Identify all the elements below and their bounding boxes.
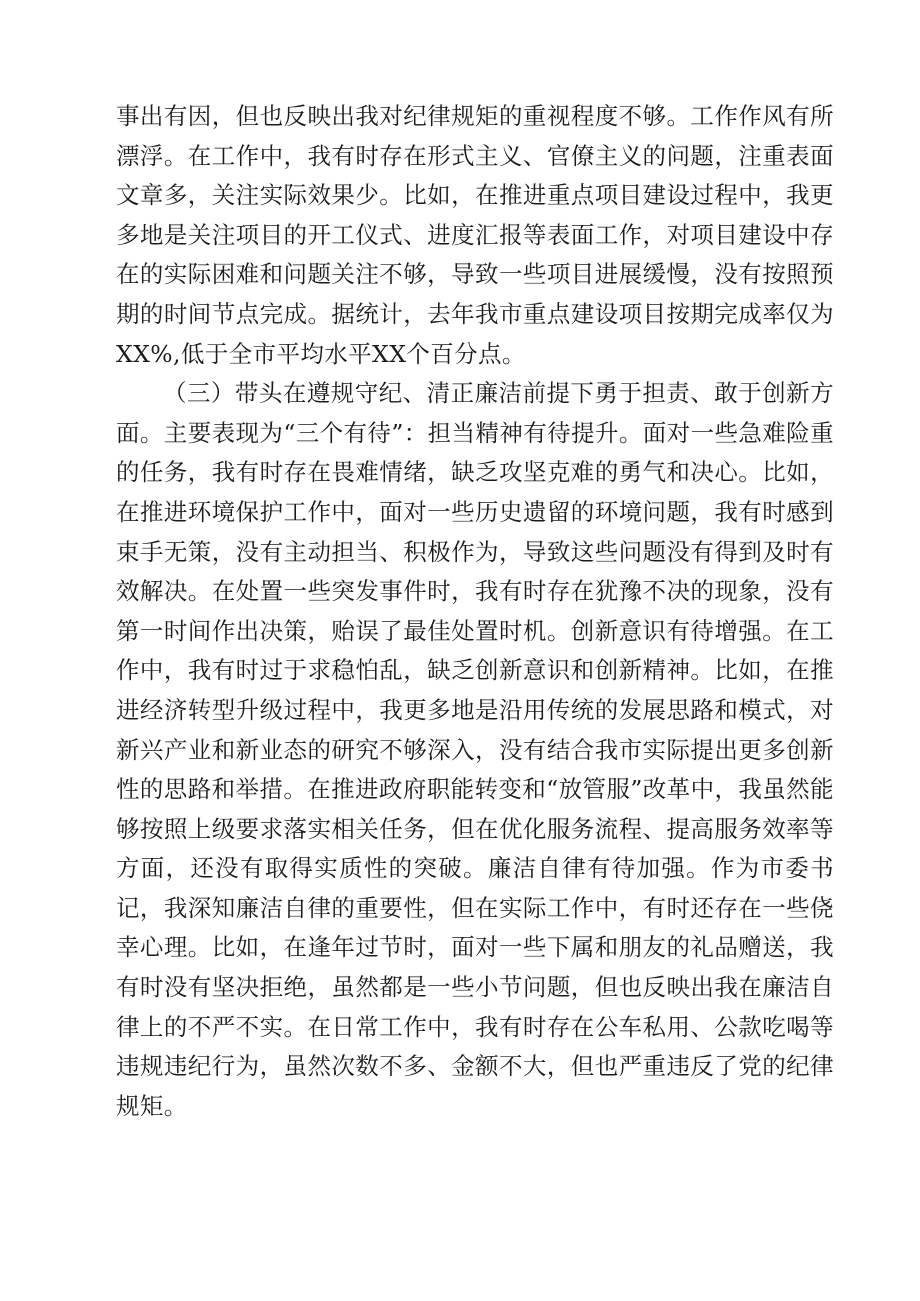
paragraph-continuation: 事出有因，但也反映出我对纪律规矩的重视程度不够。工作作风有所漂浮。在工作中，我有时存在形式主义、官僚主义的问题，注重表面文章多，关注实际效果少。比如，在推进重点项目建设过程中，我更多地是关注项目的开工仪式、进度汇报等表面工作，对项目建设中存在的实际困难和问题关注不够，导致一些项目进展缓慢，没有按照预期的时间节点完成。据统计，去年我市重点建设项目按期完成率仅为XX%,低于全市平均水平XX个百分点。	[116, 102, 834, 368]
document-body	[116, 97, 834, 1126]
paragraph-section-3: （三）带头在遵规守纪、清正廉洁前提下勇于担责、敢于创新方面。主要表现为“三个有待”：担当精神有待提升。面对一些急难险重的任务，我有时存在畏难情绪，缺乏攻坚克难的勇气和决心。比如，在推进环境保护工作中，面对一些历史遗留的环境问题，我有时感到束手无策，没有主动担当、积极作为，导致这些问题没有得到及时有效解决。在处置一些突发事件时，我有时存在犹豫不决的现象，没有第一时间作出决策，贻误了最佳处置时机。创新意识有待增强。在工作中，我有时过于求稳怕乱，缺乏创新意识和创新精神。比如，在推进经济转型升级过程中，我更多地是沿用传统的发展思路和模式，对新兴产业和新业态的研究不够深入，没有结合我市实际提出更多创新性的思路和举措。在推进政府职能转变和“放管服”改革中，我虽然能够按照上级要求落实相关任务，但在优化服务流程、提高服务效率等方面，还没有取得实质性的突破。廉洁自律有待加强。作为市委书记，我深知廉洁自律的重要性，但在实际工作中，有时还存在一些侥幸心理。比如，在逢年过节时，面对一些下属和朋友的礼品赠送，我有时没有坚决拒绝，虽然都是一些小节问题，但也反映出我在廉洁自律上的不严不实。在日常工作中，我有时存在公车私用、公款吃喝等违规违纪行为，虽然次数不多、金额不大，但也严重违反了党的纪律规矩。	[116, 379, 834, 1120]
